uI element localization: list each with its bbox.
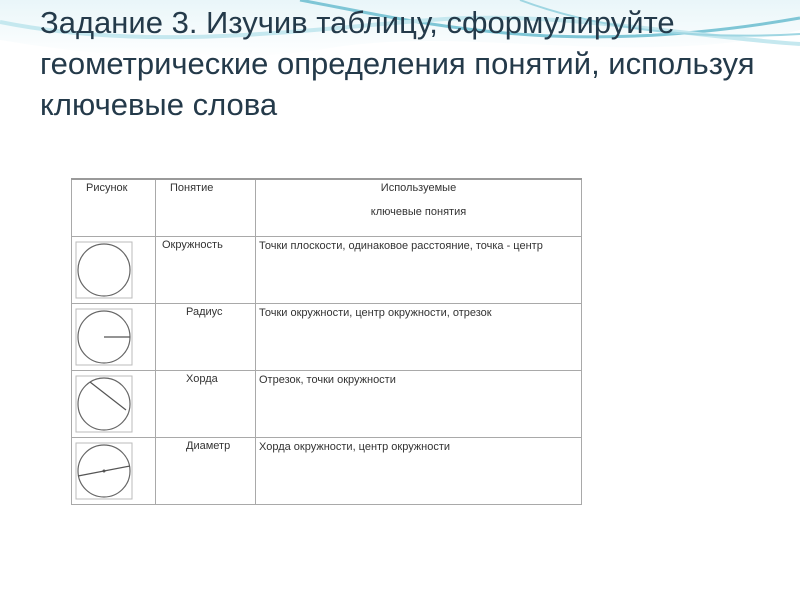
table-row — [72, 237, 582, 304]
keywords-cell: Точки плоскости, одинаковое расстояние, точка - центр — [256, 237, 582, 304]
keywords-cell: Отрезок, точки окружности — [256, 371, 582, 438]
radius-icon — [74, 307, 134, 367]
keywords-cell: Хорда окружности, центр окружности — [256, 438, 582, 505]
figure-cell — [72, 304, 156, 371]
concept-cell: Хорда — [156, 371, 256, 438]
header-keywords-line2: ключевые понятия — [370, 206, 467, 218]
header-concept: Понятие — [156, 179, 256, 237]
table-row — [72, 304, 582, 371]
circle-icon — [74, 240, 134, 300]
header-picture: Рисунок — [72, 179, 156, 237]
table-header-row — [72, 179, 582, 237]
table-row — [72, 371, 582, 438]
table-row — [72, 438, 582, 505]
figure-cell — [72, 438, 156, 505]
concept-cell: Радиус — [156, 304, 256, 371]
figure-cell — [72, 371, 156, 438]
diameter-icon — [74, 441, 134, 501]
chord-icon — [74, 374, 134, 434]
concepts-table — [71, 178, 582, 505]
figure-cell — [72, 237, 156, 304]
slide-title: Задание 3. Изучив таблицу, сформулируйте геометрические определения понятий, используя ключевые слова — [40, 5, 755, 122]
header-keywords-line1: Используемые — [380, 182, 457, 194]
concepts-table-container — [71, 178, 581, 478]
concept-cell: Окружность — [156, 237, 256, 304]
keywords-cell: Точки окружности, центр окружности, отрезок — [256, 304, 582, 371]
header-keywords — [256, 179, 582, 237]
concept-cell: Диаметр — [156, 438, 256, 505]
